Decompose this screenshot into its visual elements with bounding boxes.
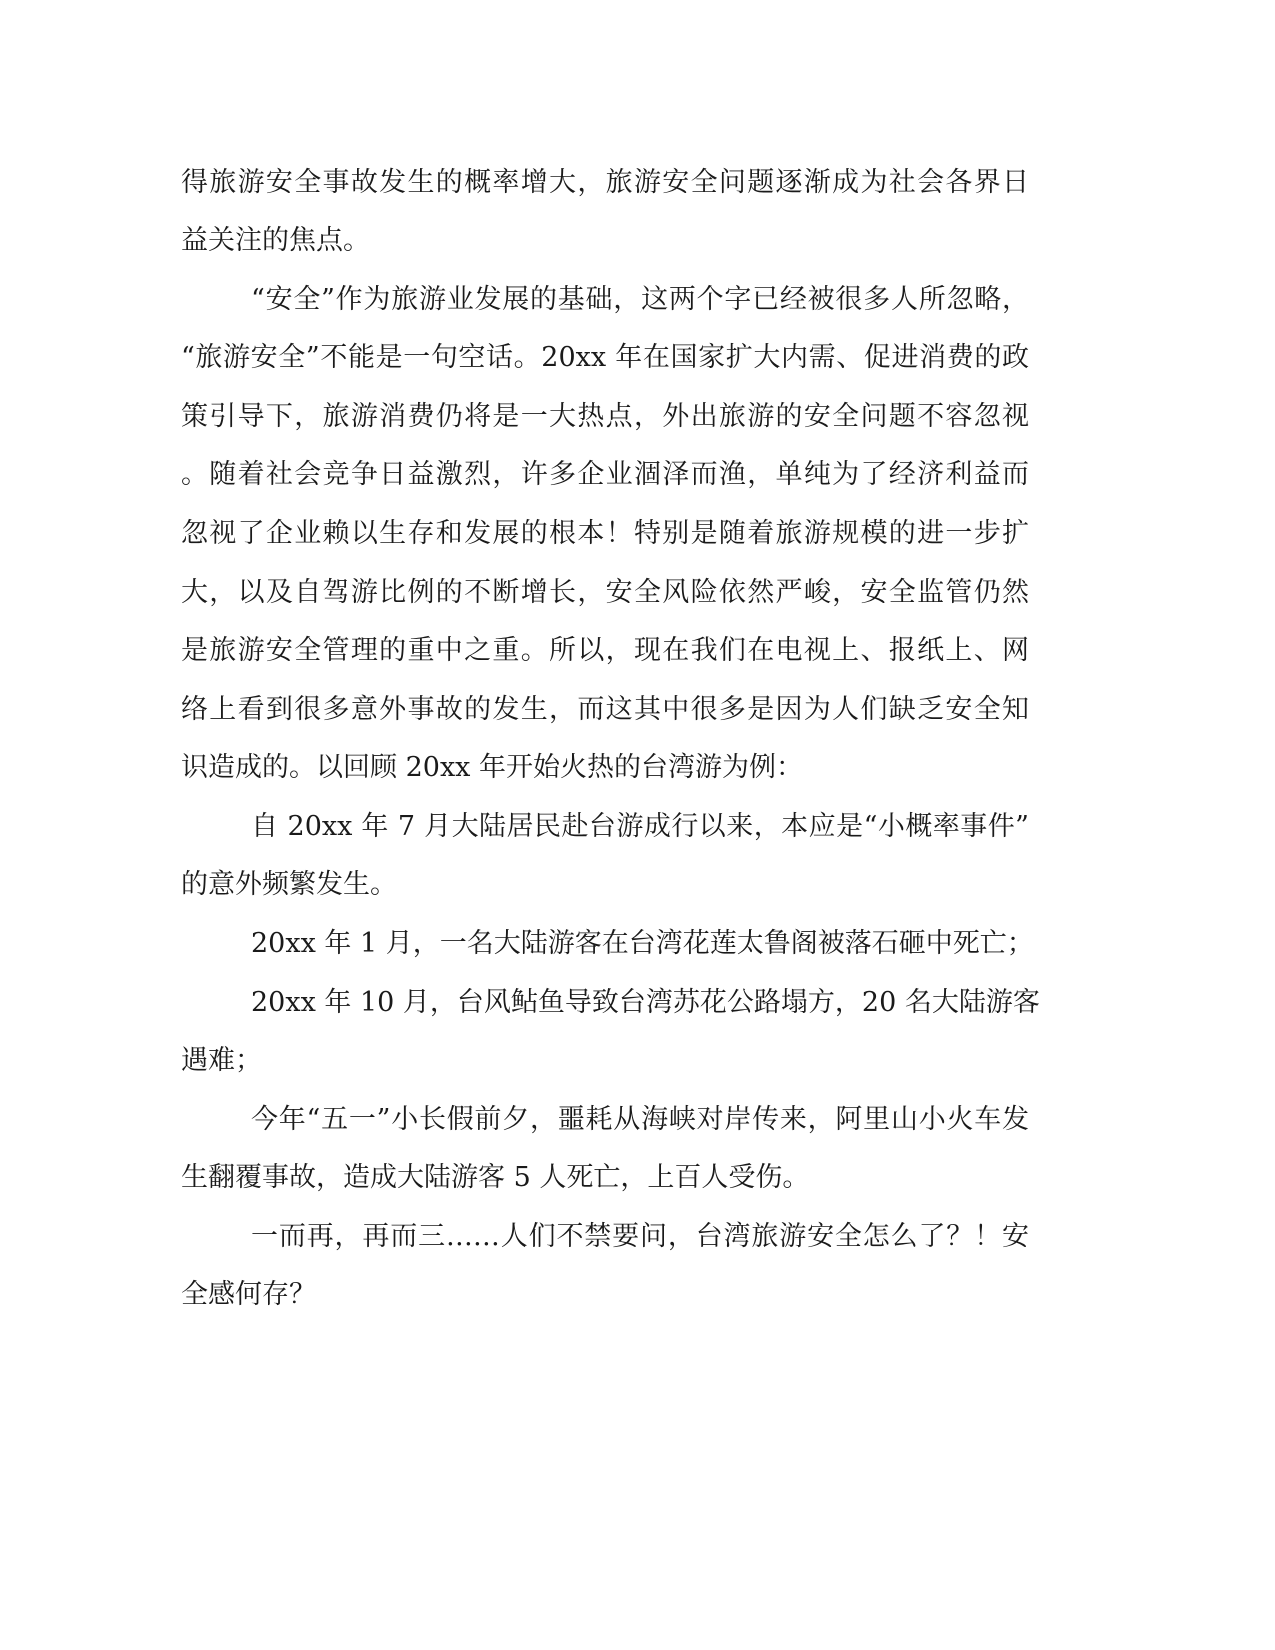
text-line: 的意外频繁发生。 — [181, 869, 397, 900]
text-line: 生翻覆事故，造成大陆游客 5 人死亡，上百人受伤。 — [181, 1162, 810, 1193]
text-line: 益关注的焦点。 — [181, 225, 370, 256]
text-line: 得旅游安全事故发生的概率增大，旅游安全问题逐渐成为社会各界日 — [181, 167, 1029, 198]
text-line: 20xx 年 10 月，台风鲇鱼导致台湾苏花公路塌方，20 名大陆游客 — [251, 987, 1040, 1018]
text-line: 络上看到很多意外事故的发生，而这其中很多是因为人们缺乏安全知 — [181, 694, 1029, 725]
text-line: 策引导下，旅游消费仍将是一大热点，外出旅游的安全问题不容忽视 — [181, 401, 1029, 432]
text-line: 遇难； — [181, 1045, 262, 1076]
text-line: 是旅游安全管理的重中之重。所以，现在我们在电视上、报纸上、网 — [181, 635, 1029, 666]
text-line: 自 20xx 年 7 月大陆居民赴台游成行以来，本应是“小概率事件” — [251, 811, 1029, 842]
text-line: 20xx 年 1 月，一名大陆游客在台湾花莲太鲁阁被落石砸中死亡； — [251, 928, 1034, 959]
text-line: 全感何存？ — [181, 1279, 316, 1310]
text-line: 。随着社会竞争日益激烈，许多企业涸泽而渔，单纯为了经济利益而 — [181, 459, 1029, 490]
text-line: 忽视了企业赖以生存和发展的根本！特别是随着旅游规模的进一步扩 — [181, 518, 1029, 549]
text-line: 大，以及自驾游比例的不断增长，安全风险依然严峻，安全监管仍然 — [181, 577, 1029, 608]
text-line: “安全”作为旅游业发展的基础，这两个字已经被很多人所忽略， — [251, 284, 1029, 315]
text-line: “旅游安全”不能是一句空话。20xx 年在国家扩大内需、促进消费的政 — [181, 342, 1029, 373]
text-line: 今年“五一”小长假前夕，噩耗从海峡对岸传来，阿里山小火车发 — [251, 1104, 1029, 1135]
text-line: 一而再，再而三……人们不禁要问，台湾旅游安全怎么了？！安 — [251, 1221, 1029, 1252]
text-line: 识造成的。以回顾 20xx 年开始火热的台湾游为例： — [181, 752, 803, 783]
